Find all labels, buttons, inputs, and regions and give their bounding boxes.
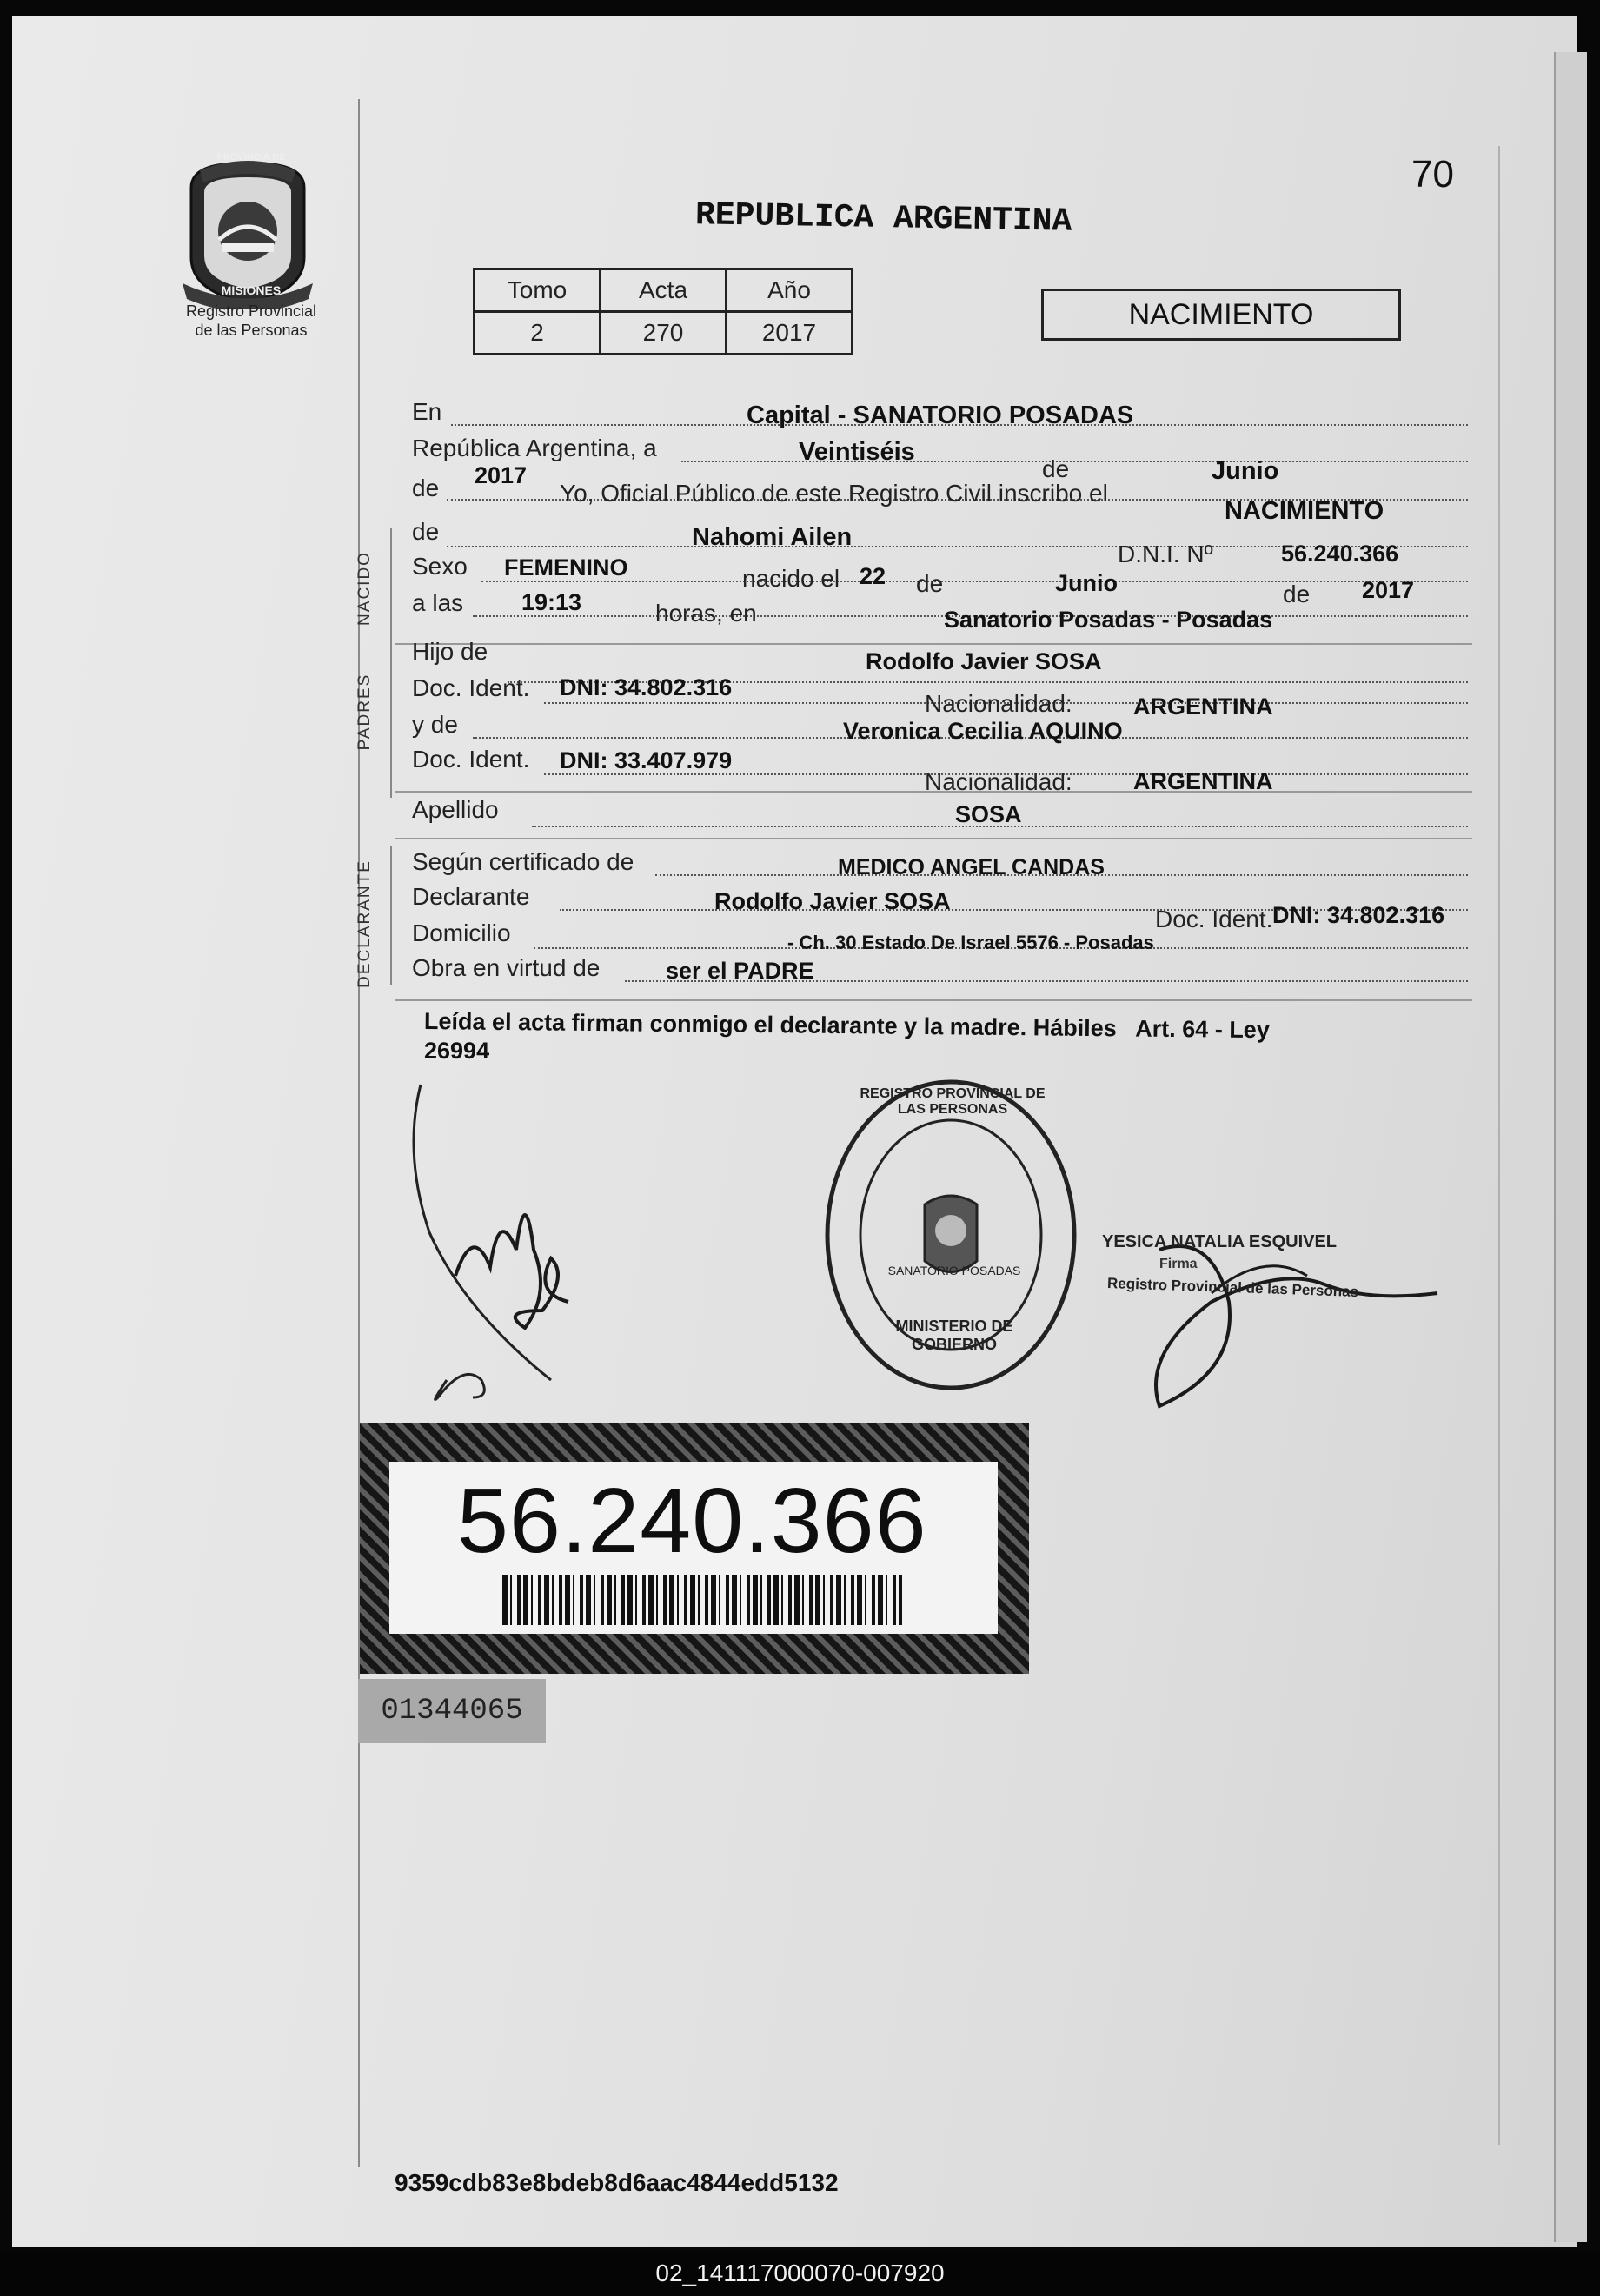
official-signature xyxy=(1107,1198,1455,1423)
value-acta: 270 xyxy=(601,312,727,355)
nacido-divider xyxy=(390,528,392,659)
birth-day-value: 22 xyxy=(860,563,886,589)
declarante-doc-value: DNI: 34.802.316 xyxy=(1272,902,1445,928)
doc2-label: Doc. Ident. xyxy=(412,746,530,773)
apellido-value: SOSA xyxy=(955,801,1022,827)
father-name-value: Rodolfo Javier SOSA xyxy=(866,648,1102,674)
section-rule-4 xyxy=(395,999,1472,1001)
sexo-value: FEMENINO xyxy=(504,554,628,581)
declarante-section-label: DECLARANTE xyxy=(355,859,374,988)
nac1-label: Nacionalidad: xyxy=(925,690,1072,717)
cert-value: MEDICO ANGEL CANDAS xyxy=(838,855,1105,879)
right-rule xyxy=(1498,146,1500,2145)
value-ano: 2017 xyxy=(727,312,853,355)
seal-bottom-text: MINISTERIO DE GOBIERNO xyxy=(895,1317,1013,1353)
section-rule-2 xyxy=(395,791,1472,793)
year-de-label: de xyxy=(412,474,440,501)
document-title: REPUBLICA ARGENTINA xyxy=(694,196,1072,241)
act-type-box: NACIMIENTO xyxy=(1041,289,1401,341)
oficial-text: Yo, Oficial Público de este Registro Civil inscribo el xyxy=(560,480,1108,507)
id-sticker xyxy=(360,1423,1029,1674)
hijo-label: Hijo de xyxy=(412,638,488,665)
alas-label: a las xyxy=(412,589,464,616)
logo-caption-2: de las Personas xyxy=(195,322,308,339)
birth-de-label: de xyxy=(916,570,944,597)
sexo-label: Sexo xyxy=(412,553,468,580)
child-dni-value: 56.240.366 xyxy=(1281,541,1399,567)
year-value: 2017 xyxy=(475,462,528,488)
page-number: 70 xyxy=(1411,153,1454,196)
cert-label: Según certificado de xyxy=(412,848,634,875)
margin-rule xyxy=(358,99,360,2167)
official-line-3: Registro Provincial de las Personas xyxy=(1106,1274,1359,1301)
logo-caption-1: Registro Provincial xyxy=(185,302,317,320)
doc1-label: Doc. Ident. xyxy=(412,674,530,701)
en-label: En xyxy=(412,398,442,425)
father-nationality-value: ARGENTINA xyxy=(1133,693,1273,720)
sticker-inner xyxy=(389,1462,998,1634)
barcode xyxy=(502,1575,902,1625)
document-page xyxy=(12,16,1577,2247)
domicilio-label: Domicilio xyxy=(412,919,511,946)
birth-de2-label: de xyxy=(1283,581,1311,607)
father-doc-value: DNI: 34.802.316 xyxy=(560,674,733,700)
nacido-el-label: nacido el xyxy=(742,565,840,592)
obra-value: ser el PADRE xyxy=(666,958,814,984)
birth-month-value: Junio xyxy=(1055,570,1118,596)
nacido-de-label: de xyxy=(412,518,440,545)
mother-doc-value: DNI: 33.407.979 xyxy=(560,747,733,773)
horas-label: horas, en xyxy=(655,600,757,627)
birth-year-value: 2017 xyxy=(1362,577,1415,603)
seal-outer-text: REGISTRO PROVINCIAL DE LAS PERSONAS xyxy=(860,1086,1046,1117)
declarant-signature xyxy=(395,1050,621,1415)
padres-section-label: PADRES xyxy=(355,673,374,751)
day-text-value: Veintiséis xyxy=(799,438,915,466)
apellido-label: Apellido xyxy=(412,796,499,823)
page-edge xyxy=(1554,52,1587,2242)
official-line-2: Firma xyxy=(1159,1257,1198,1271)
document-hash: 9359cdb83e8bdeb8d6aac4844edd5132 xyxy=(395,2169,839,2196)
closing-text-line-1: Leída el acta firman conmigo el declarante y la madre. Hábiles Art. 64 - Ley xyxy=(423,1008,1270,1044)
dni-label: D.N.I. Nº xyxy=(1118,541,1213,567)
sticker-number: 56.240.366 xyxy=(457,1470,927,1572)
mother-nationality-value: ARGENTINA xyxy=(1133,768,1273,794)
nac2-label: Nacionalidad: xyxy=(925,768,1072,795)
header-tomo: Tomo xyxy=(475,269,601,312)
registry-table xyxy=(473,268,853,355)
nacido-section-label: NACIDO xyxy=(355,551,374,626)
birth-place-value: Sanatorio Posadas - Posadas xyxy=(944,607,1273,633)
value-tomo: 2 xyxy=(475,312,601,355)
republica-label: República Argentina, a xyxy=(412,435,657,461)
month-de-label: de xyxy=(1042,455,1070,482)
official-name: YESICA NATALIA ESQUIVEL xyxy=(1102,1232,1338,1251)
birth-time-value: 19:13 xyxy=(521,589,582,615)
mother-name-value: Veronica Cecilia AQUINO xyxy=(843,718,1123,744)
declarante-doc-label: Doc. Ident. xyxy=(1155,906,1273,932)
month-value: Junio xyxy=(1212,457,1279,485)
header-acta: Acta xyxy=(601,269,727,312)
declarante-label: Declarante xyxy=(412,883,530,910)
section-rule-1 xyxy=(395,643,1472,645)
inscribe-value: NACIMIENTO xyxy=(1225,497,1384,525)
declarante-name-value: Rodolfo Javier SOSA xyxy=(714,888,951,914)
child-name-value: Nahomi Ailen xyxy=(692,523,853,551)
closing-text-line-2: 26994 xyxy=(424,1038,490,1064)
padres-divider xyxy=(390,650,392,798)
header-ano: Año xyxy=(727,269,853,312)
logo-bottom-text: MISIONES xyxy=(221,283,282,297)
seal-inner-text: SANATORIO POSADAS xyxy=(887,1264,1021,1277)
footer-bar: 02_141117000070-007920 xyxy=(0,2251,1600,2296)
en-value: Capital - SANATORIO POSADAS xyxy=(747,401,1134,429)
section-rule-3 xyxy=(395,838,1472,839)
yde-label: y de xyxy=(412,711,458,738)
obra-label: Obra en virtud de xyxy=(412,954,601,981)
logo-top-text: PROVINCIA DE xyxy=(216,152,286,163)
declarante-divider xyxy=(390,846,392,985)
sexo-line xyxy=(481,581,1468,582)
serial-stamp: 01344065 xyxy=(358,1679,546,1743)
domicilio-value: - Ch. 30 Estado De Israel 5576 - Posadas xyxy=(787,932,1154,953)
